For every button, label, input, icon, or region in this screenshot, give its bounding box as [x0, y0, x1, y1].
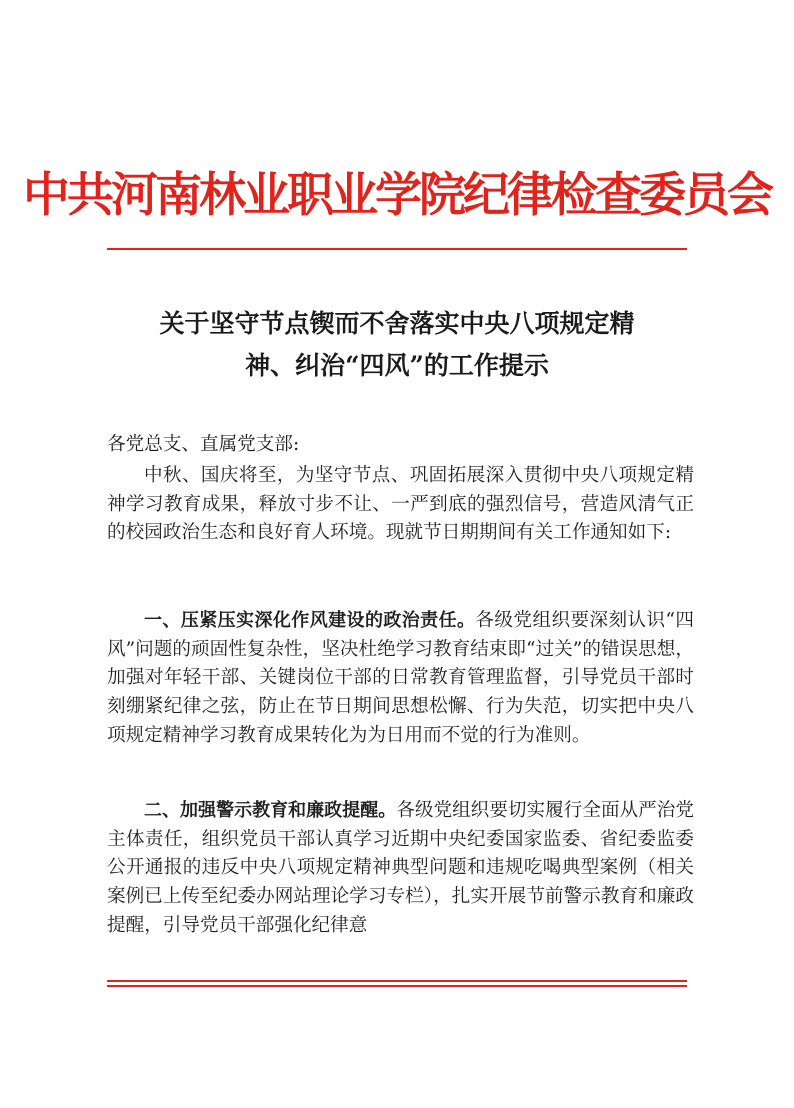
item-2-paragraph: [107, 797, 694, 941]
item-1-heading: 一、压紧压实深化作风建设的政治责任。: [144, 610, 476, 631]
document-title-line-1: 关于坚守节点锲而不舍落实中央八项规定精: [159, 309, 635, 338]
item-1-paragraph: [107, 607, 694, 751]
item-2-heading: 二、加强警示教育和廉政提醒。: [144, 800, 397, 821]
salutation: 各党总支、直属党支部:: [107, 434, 300, 455]
item-1-body: 各级党组织要深刻认识“四风”问题的顽固性复杂性，坚决杜绝学习教育结束即“过关”的错误思想，加强对年轻干部、关键岗位干部的日常教育管理监督，引导党员干部时刻绷紧纪律之弦，防止在节日期间思想松懈、行为失范，切实把中央八项规定精神学习教育成果转化为为日用而不觉的行为准则。: [107, 610, 694, 746]
footer-red-rule-thin: [107, 985, 687, 987]
item-2-body: 各级党组织要切实履行全面从严治党主体责任，组织党员干部认真学习近期中央纪委国家监委、省纪委监委公开通报的违反中央八项规定精神典型问题和违规吃喝典型案例（相关案例已上传至纪委办网站理论学习专栏），扎实开展节前警示教育和廉政提醒，引导党员干部强化纪律意: [107, 800, 694, 936]
document-title: [100, 303, 694, 387]
document-title-line-2: 神、纠治“四风”的工作提示: [245, 351, 549, 380]
header-red-rule: [107, 248, 687, 250]
issuing-authority-header: 中共河南林业职业学院纪律检查委员会: [23, 168, 771, 223]
intro-paragraph: 中秋、国庆将至，为坚守节点、巩固拓展深入贯彻中央八项规定精神学习教育成果，释放寸步不让、一严到底的强烈信号，营造风清气正的校园政治生态和良好育人环境。现就节日期期间有关工作通知如下:: [107, 465, 694, 544]
footer-red-rule: [107, 980, 687, 982]
